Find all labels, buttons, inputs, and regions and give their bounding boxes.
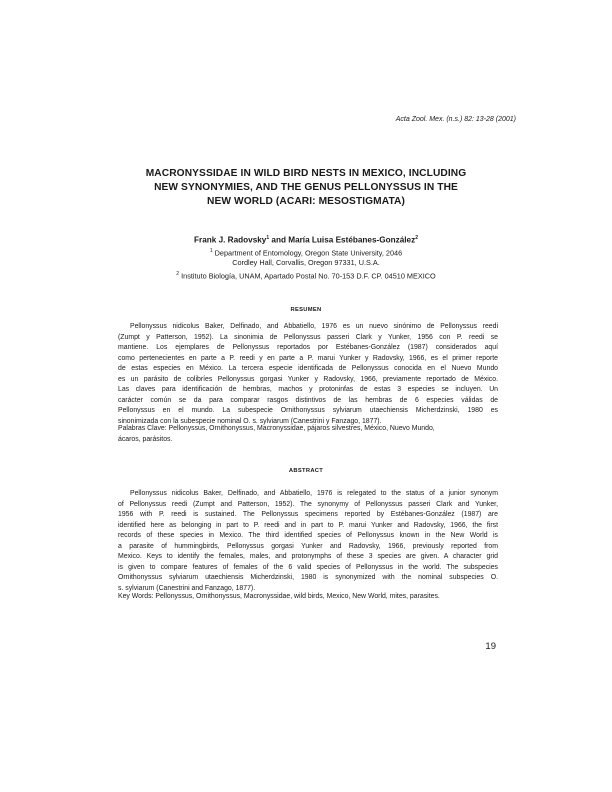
title-line: NEW WORLD (ACARI: MESOSTIGMATA) [207,196,405,207]
page-number: 19 [485,641,496,652]
text-line: como pertenecientes en parte a P. reedi y en parte a P. marui Yunker y Radovsky, 1966, es el primer reporte [118,354,498,362]
affiliation-text: Instituto Biología, UNAM, Apartado Postal No. 70-153 D.F. CP. 04510 MEXICO [181,271,436,281]
text-line: de estas especies en México. La tercera especie identificada de Pellonyssus conocida en el Nuevo Mundo [118,365,498,373]
text-line: Pellonyssus nidicolus Baker, Delfinado, and Abbatiello, 1976 is relegated to the status of a junior synonym [130,490,498,497]
palabras-clave: Palabras Clave: Pellonyssus, Ornithonyssus, Macronyssidae, pájaros silvestres, México, Nuevo Mundo, [118,425,435,432]
text-line: s. sylviarum (Canestrini and Fanzago, 1877). [118,584,256,592]
affiliation-marker: 1 [209,248,213,254]
key-words: Key Words: Pellonyssus, Ornithonyssus, Macronyssidae, wild birds, Mexico, New World, mites, parasites. [118,593,440,600]
text-line: a parasite of hummingbirds, Pellonyssus gorgasi Yunker and Radovsky, 1966, previously reported from [118,542,498,550]
resumen-body [118,322,498,427]
text-line: of Pellonyssus reedi (Zumpt and Patterson, 1952). The synonymy of Pellonyssus passeri Clark and Yunker, [118,500,498,508]
text-line: es un parásito de colibríes Pellonyssus gorgasi Yunker y Radovsky, 1966, previamente reportado de México. [118,375,498,383]
affiliation-2 [100,268,512,282]
text-line: is given to compare features of females of the 6 valid species of Pellonyssus in the world. The subspecies [118,563,498,571]
text-line: (Zumpt y Patterson, 1952). La sinonimia de Pellonyssus passeri Clark y Yunker, 1956 con P. reedi se [118,333,498,341]
abstract-body [118,489,498,594]
affiliation-marker: 2 [415,235,418,241]
text-line: carácter común se da para comparar rasgos distintivos de las hembras de 6 especies válidas de [118,396,498,404]
text-line: Las claves para identificación de hembras, machos y protoninfas de estas 3 especies se incluyen. Un [118,386,498,394]
text-line: Pellonyssus nidicolus Baker, Delfinado, and Abbatiello, 1976 es un nuevo sinónimo de Pellonyssus reedi [130,323,498,330]
affiliation-text: Department of Entomology, Oregon State University, 2046 [214,248,403,258]
author-line [100,235,512,245]
text-line: Ornithonyssus sylviarum utaechiensis Micherdzinski, 1980 is synonymized with the nominal subspecies O. [118,574,498,582]
text-line: mantiene. Los ejemplares de Pellonyssus reportados por Estébanes-González (1987) considerados aquí [118,344,498,352]
affiliation-text: Cordley Hall, Corvallis, Oregon 97331, U.S.A. [232,258,380,267]
text-line: records of these species in Mexico. The third identified species of Pellonyssus known in the New World is [118,532,498,540]
article-title [100,167,512,209]
journal-reference: Acta Zool. Mex. (n.s.) 82: 13-28 (2001) [395,116,516,123]
author-name: Frank J. Radovsky [194,235,267,245]
affiliation-marker: 1 [266,235,270,241]
title-line: NEW SYNONYMIES, AND THE GENUS PELLONYSSUS IN THE [154,182,458,193]
text-line: 1956 with P. reedi is sustained. The Pellonyssus specimens reported by Estébanes-González (1987) are [118,511,498,519]
abstract-heading: ABSTRACT [288,468,324,474]
author-connector: and [269,235,289,245]
title-line: MACRONYSSIDAE IN WILD BIRD NESTS IN MEXICO, INCLUDING [145,168,467,179]
text-line: Mexico. Keys to identify the females, males, and protonymphs of these 3 species are given. A character grid [118,553,498,561]
affiliation-marker: 2 [176,271,180,277]
palabras-clave-cont: ácaros, parásitos. [118,436,173,443]
resumen-heading: RESUMEN [290,307,322,313]
author-name: María Luisa Estébanes-González [288,235,416,245]
text-line: sinonimizada con la subespecie nominal O. s. sylviarum (Canestrini y Fanzago, 1877). [118,417,382,425]
text-line: identified here as belonging in part to P. reedi and in part to P. marui Yunker and Radovsky, 1966, the first [118,521,498,529]
text-line: Pellonyssus en el mundo. La subespecie Ornithonyssus sylviarum utaechiensis Micherdzinski, 1980 es [118,407,498,415]
